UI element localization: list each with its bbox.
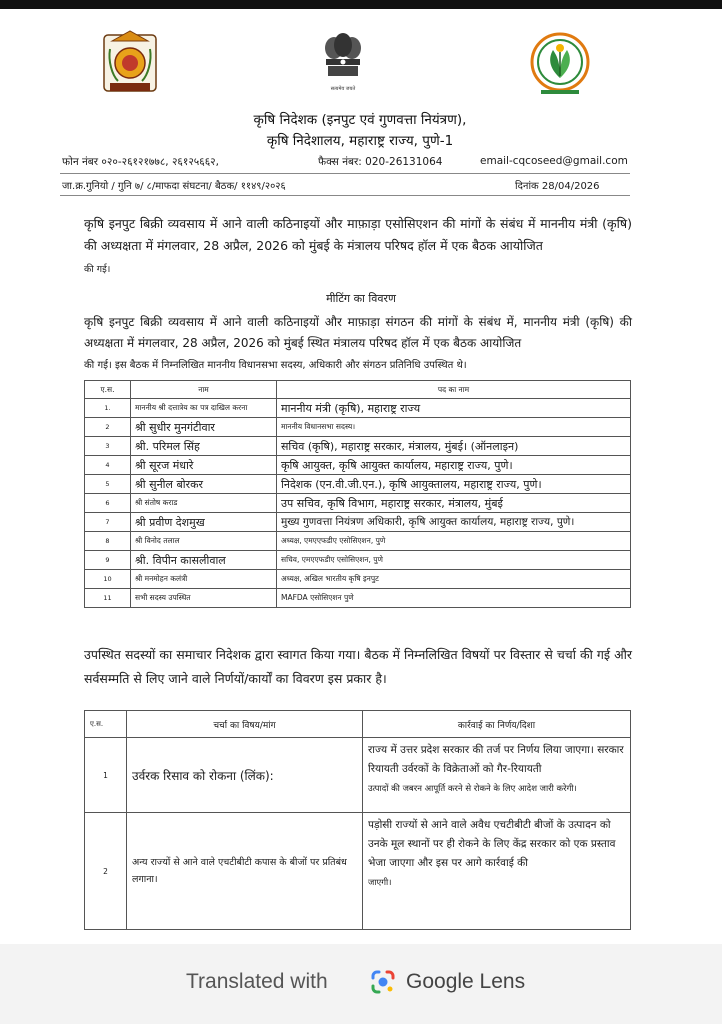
table-row bbox=[85, 532, 631, 551]
table-row bbox=[85, 813, 631, 930]
name-cell: श्री सूरज मंधारे bbox=[131, 456, 277, 475]
table-row bbox=[85, 513, 631, 532]
action-cell bbox=[363, 813, 631, 930]
table-row bbox=[85, 551, 631, 570]
table-header-row bbox=[85, 381, 631, 399]
table-row bbox=[85, 418, 631, 437]
post-cell: अध्यक्ष, एमएएफडीए एसोसिएशन, पुणे bbox=[277, 532, 631, 551]
contact-row bbox=[62, 155, 628, 173]
name-cell: श्री मनमोहन कलंत्री bbox=[131, 570, 277, 589]
header-name: नाम bbox=[131, 381, 277, 399]
emblem-motto: सत्यमेव जयते bbox=[330, 86, 356, 92]
serial-cell: 3 bbox=[85, 437, 131, 456]
post-cell: सचिव (कृषि), महाराष्ट्र सरकार, मंत्रालय, मुंबई। (ऑनलाइन) bbox=[277, 437, 631, 456]
name-cell: श्री. परिमल सिंह bbox=[131, 437, 277, 456]
header-action: कार्रवाई का निर्णय/दिशा bbox=[363, 711, 631, 738]
serial-cell: 9 bbox=[85, 551, 131, 570]
subject-text: कृषि इनपुट बिक्री व्यवसाय में आने वाली कठिनाइयों और माफ़ाड़ा एसोसिएशन की मांगों के संबंध में माननीय मंत्री (कृषि) की अध्यक्षता में मंगलवार, 28 अप्रैल, 2026 को मुंबई के मंत्रालय परिषद हॉल में एक बैठक आयोजित bbox=[84, 216, 632, 253]
serial-cell: 11 bbox=[85, 589, 131, 608]
google-lens-icon[interactable] bbox=[369, 968, 397, 996]
serial-cell: 4 bbox=[85, 456, 131, 475]
header-serial: ए.स. bbox=[85, 711, 127, 738]
email-address[interactable]: email-cqcoseed@gmail.com bbox=[480, 155, 628, 167]
post-cell: सचिव, एमएएफडीए एसोसिएशन, पुणे bbox=[277, 551, 631, 570]
minutes-title: मीटिंग का विवरण bbox=[326, 292, 396, 305]
table-header-row bbox=[85, 711, 631, 738]
serial-cell: 2 bbox=[85, 418, 131, 437]
subject-text-end: की गई। bbox=[84, 264, 111, 275]
header-subject: चर्चा का विषय/मांग bbox=[127, 711, 363, 738]
attendees-table bbox=[84, 380, 631, 608]
table-row bbox=[85, 570, 631, 589]
serial-cell: 6 bbox=[85, 494, 131, 513]
header-post: पद का नाम bbox=[277, 381, 631, 399]
translated-with-label: Translated with bbox=[186, 970, 328, 993]
action-text-small: उत्पादों की जबरन आपूर्ति करने से रोकने के लिए आदेश जारी करेगी। bbox=[368, 784, 577, 794]
action-text: राज्य में उत्तर प्रदेश सरकार की तर्ज पर निर्णय लिया जाएगा। सरकार रियायती उर्वरकों के विक्रेताओं को गैर-रियायती bbox=[368, 744, 624, 775]
serial-cell: 8 bbox=[85, 532, 131, 551]
name-cell: श्री सुनील बोरकर bbox=[131, 475, 277, 494]
post-cell: कृषि आयुक्त, कृषि आयुक्त कार्यालय, महाराष्ट्र राज्य, पुणे। bbox=[277, 456, 631, 475]
serial-cell: 7 bbox=[85, 513, 131, 532]
table-row bbox=[85, 589, 631, 608]
serial-cell: 10 bbox=[85, 570, 131, 589]
name-cell: श्री विनोद तलाल bbox=[131, 532, 277, 551]
name-cell: श्री. विपीन कासलीवाल bbox=[131, 551, 277, 570]
name-cell: सभी सदस्य उपस्थित bbox=[131, 589, 277, 608]
header-serial: ए.स. bbox=[85, 381, 131, 399]
letter-date: दिनांक 28/04/2026 bbox=[515, 181, 600, 192]
meeting-subject bbox=[84, 213, 632, 281]
table-row bbox=[85, 399, 631, 418]
discussion-table bbox=[84, 710, 631, 930]
serial-cell: 1 bbox=[85, 738, 127, 813]
action-text: पड़ोसी राज्यों से आने वाले अवैध एचटीबीटी बीजों के उत्पादन को उनके मूल स्थानों पर ही रोकने के लिए केंद्र सरकार को एक प्रस्ताव भेजा जाएगा और इस पर आगे कार्रवाई की bbox=[368, 819, 616, 869]
name-cell: माननीय श्री दत्तात्रेय का पत्र दाखिल करना bbox=[131, 399, 277, 418]
post-cell: उप सचिव, कृषि विभाग, महाराष्ट्र सरकार, मंत्रालय, मुंबई bbox=[277, 494, 631, 513]
fax-number: फैक्स नंबर: 020-26131064 bbox=[318, 156, 443, 168]
serial-cell: 5 bbox=[85, 475, 131, 494]
post-cell: MAFDA एसोसिएशन पुणे bbox=[277, 589, 631, 608]
reference-number: जा.क्र.गुनियो / गुनि ७/ ८/माफदा संघटना/ बैठक/ ११४९/२०२६ bbox=[62, 181, 286, 192]
table-row bbox=[85, 494, 631, 513]
subject-cell: उर्वरक रिसाव को रोकना (लिंक): bbox=[127, 738, 363, 813]
intro-text-end: की गई। इस बैठक में निम्नलिखित माननीय विधानसभा सदस्य, अधिकारी और संगठन प्रतिनिधि उपस्थित थे। bbox=[84, 360, 467, 371]
table-row bbox=[85, 437, 631, 456]
welcome-paragraph: उपस्थित सदस्यों का समाचार निदेशक द्वारा स्वागत किया गया। बैठक में निम्नलिखित विषयों पर विस्तार से चर्चा की गई और सर्वसम्मति से लिए जाने वाले निर्णयों/कार्यों का विवरण इस प्रकार है। bbox=[84, 647, 632, 686]
table-row bbox=[85, 738, 631, 813]
name-cell: श्री सुधीर मुनगंटीवार bbox=[131, 418, 277, 437]
serial-cell: 2 bbox=[85, 813, 127, 930]
table-row bbox=[85, 475, 631, 494]
national-emblem-logo bbox=[318, 32, 368, 94]
translation-footer bbox=[0, 944, 722, 1024]
state-seal-logo bbox=[100, 27, 160, 99]
org-title-line1: कृषि निदेशक (इनपुट एवं गुणवत्ता नियंत्रण), bbox=[253, 112, 467, 128]
post-cell: अध्यक्ष, अखिल भारतीय कृषि इनपुट bbox=[277, 570, 631, 589]
post-cell: निदेशक (एन.वी.जी.एन.), कृषि आयुक्तालय, महाराष्ट्र राज्य, पुणे। bbox=[277, 475, 631, 494]
table-row bbox=[85, 456, 631, 475]
post-cell: माननीय मंत्री (कृषि), महाराष्ट्र राज्य bbox=[277, 399, 631, 418]
post-cell: मुख्य गुणवत्ता नियंत्रण अधिकारी, कृषि आयुक्त कार्यालय, महाराष्ट्र राज्य, पुणे। bbox=[277, 513, 631, 532]
serial-cell: 1. bbox=[85, 399, 131, 418]
org-title-line2: कृषि निदेशालय, महाराष्ट्र राज्य, पुणे-1 bbox=[266, 133, 454, 149]
name-cell: श्री प्रवीण देशमुख bbox=[131, 513, 277, 532]
google-lens-brand: Google Lens bbox=[406, 970, 526, 993]
intro-paragraph bbox=[84, 312, 632, 376]
post-cell: माननीय विधानसभा सदस्य। bbox=[277, 418, 631, 437]
phone-numbers: फोन नंबर ०२०-२६१२१७७८, २६१२५६६२, bbox=[62, 156, 219, 168]
action-text-small: जाएगी। bbox=[368, 878, 392, 888]
subject-cell: अन्य राज्यों से आने वाले एचटीबीटी कपास के बीजों पर प्रतिबंध लगाना। bbox=[127, 813, 363, 930]
top-status-strip bbox=[0, 0, 722, 9]
divider-bottom bbox=[60, 195, 630, 196]
intro-text: कृषि इनपुट बिक्री व्यवसाय में आने वाली कठिनाइयों और माफ़ाड़ा संगठन की मांगों के संबंध में, माननीय मंत्री (कृषि) की अध्यक्षता में मंगलवार, 28 अप्रैल, 2026 को मुंबई स्थित मंत्रालय परिषद हॉल में एक बैठक आयोजित bbox=[84, 315, 632, 350]
divider-top bbox=[60, 173, 630, 174]
action-cell bbox=[363, 738, 631, 813]
name-cell: श्री संतोष कराड bbox=[131, 494, 277, 513]
agriculture-department-logo bbox=[527, 30, 593, 98]
